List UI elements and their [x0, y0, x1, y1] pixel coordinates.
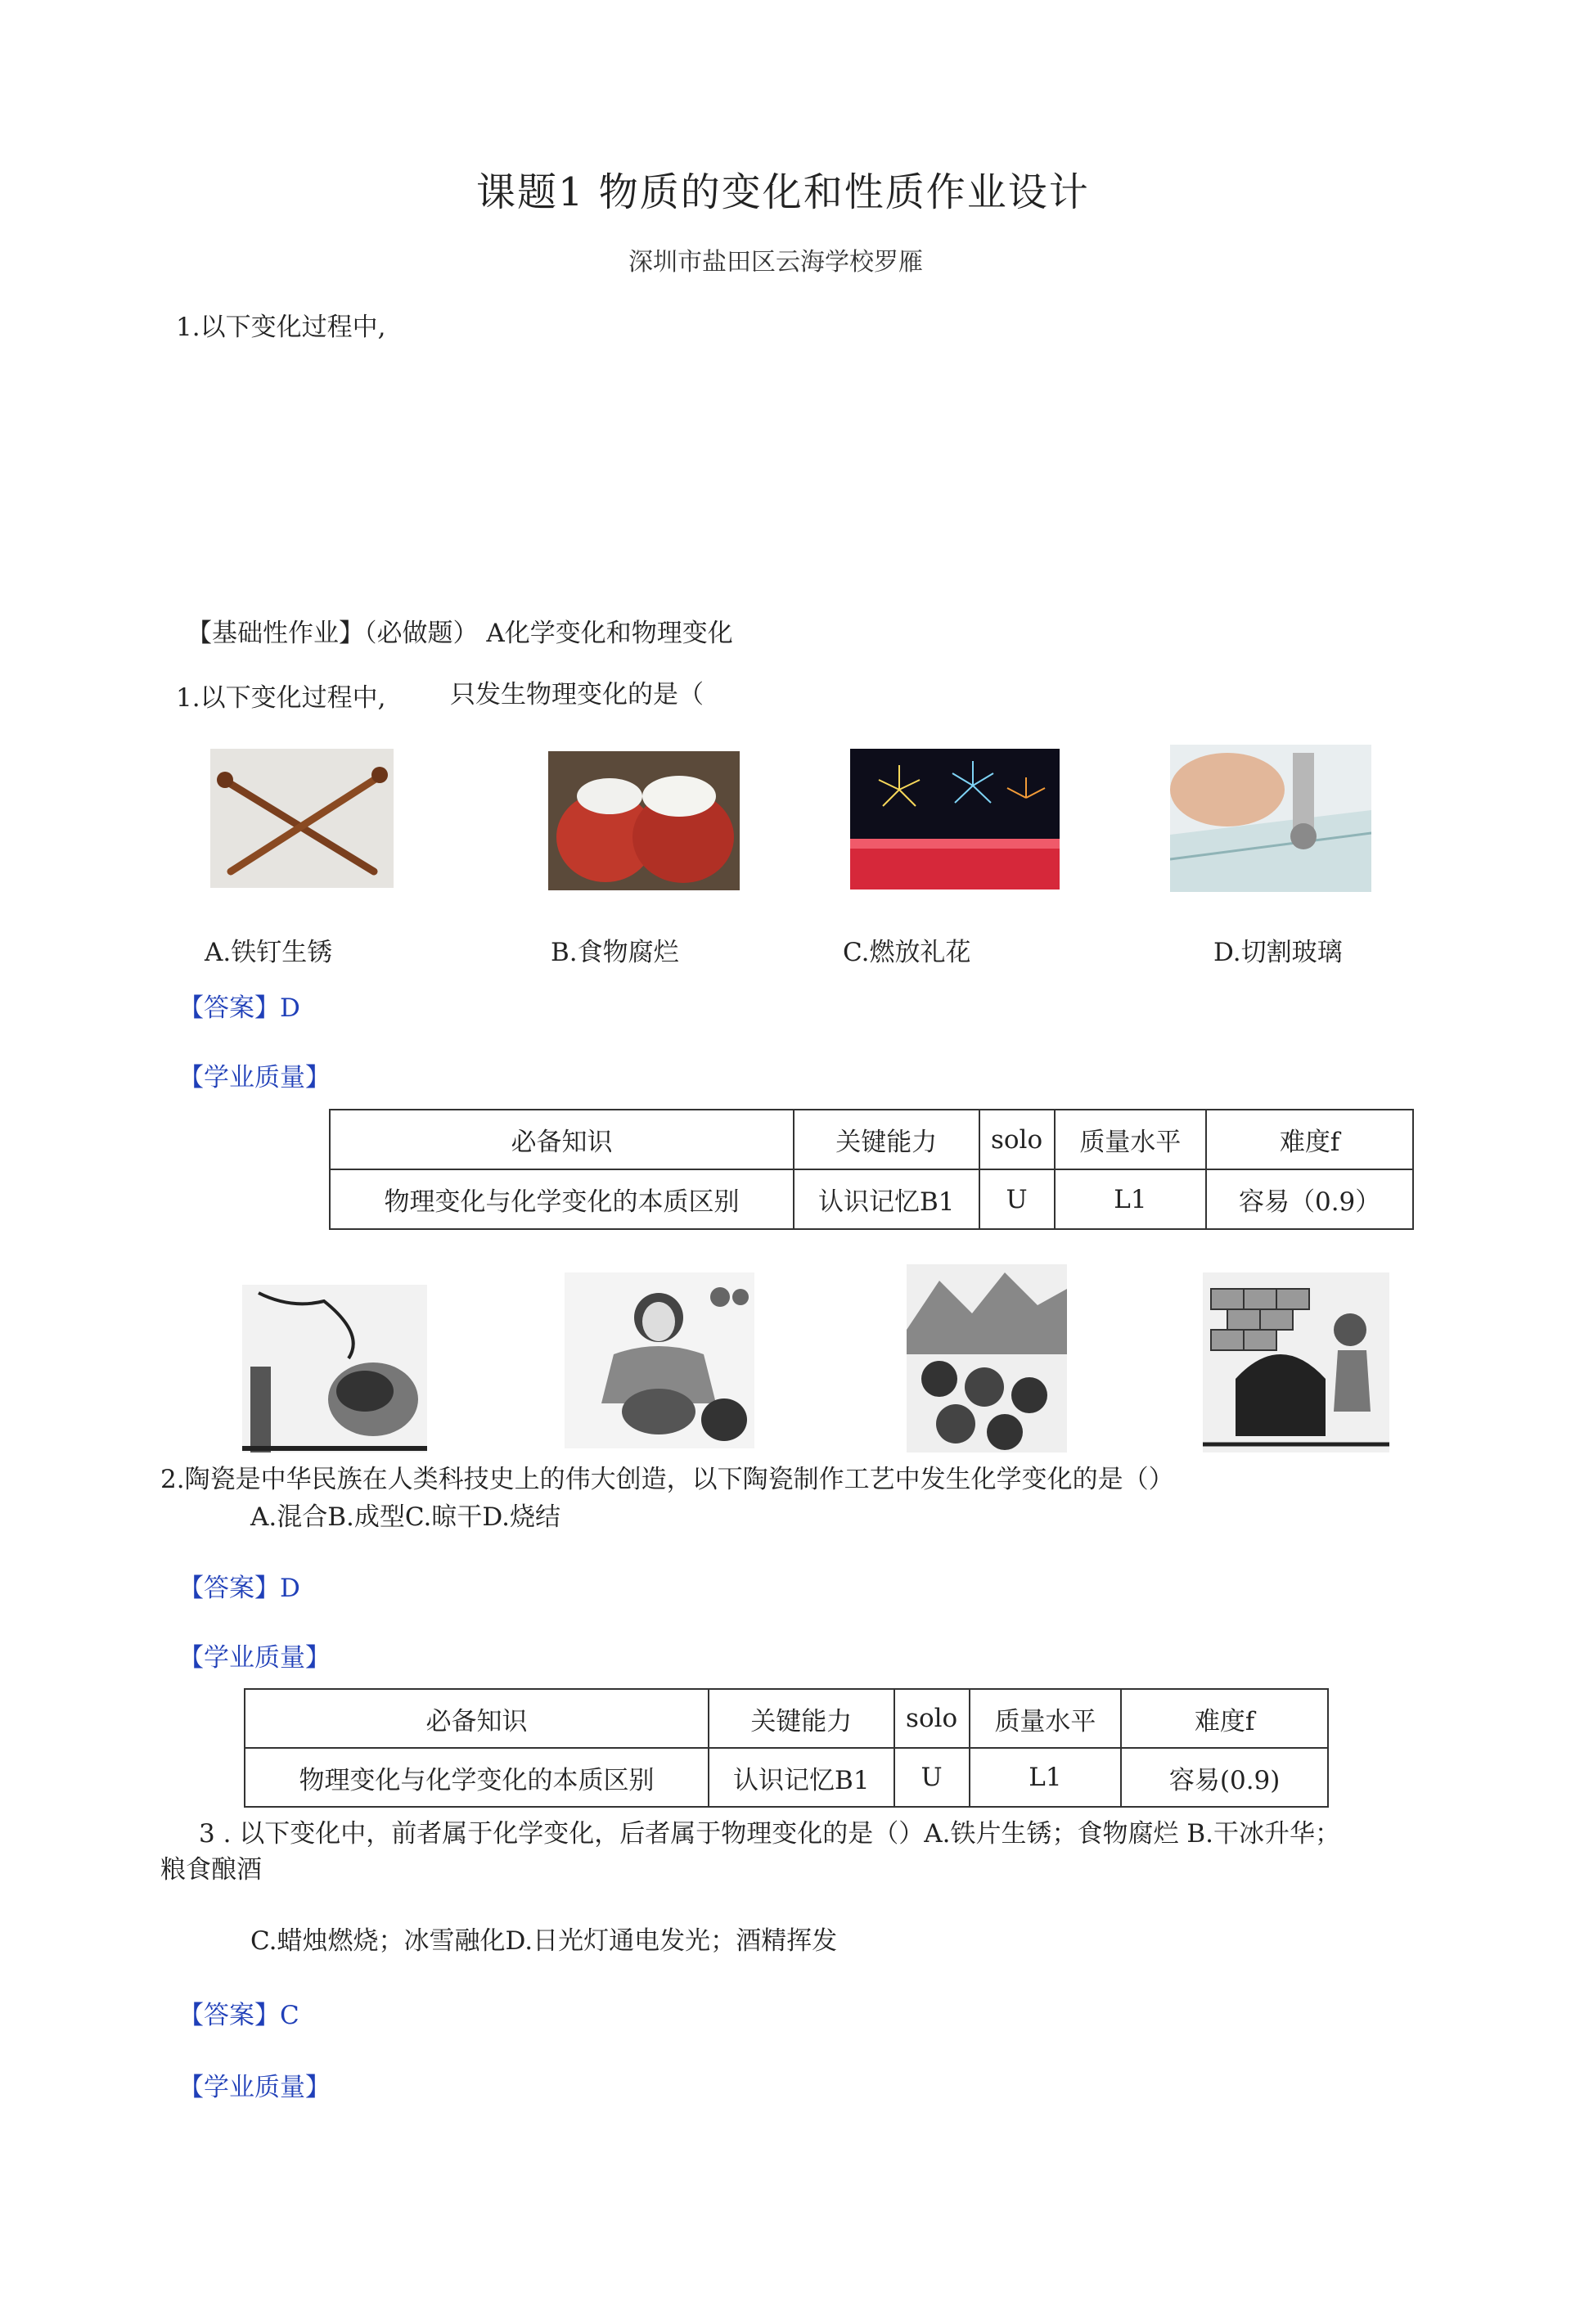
- table-cell-knowledge: 物理变化与化学变化的本质区别: [330, 1169, 794, 1229]
- author-line: 深圳市盐田区云海学校罗雁: [628, 248, 923, 277]
- table-cell-quality-level: L1: [1055, 1169, 1207, 1229]
- table-header-quality-level: 质量水平: [970, 1689, 1122, 1748]
- table-cell-ability: 认识记忆B1: [794, 1169, 979, 1229]
- q1-stem-number: 1.以下变化过程中,: [176, 683, 386, 713]
- q1-option-a: A.铁钉生锈: [205, 938, 333, 967]
- table-cell-solo: U: [894, 1748, 970, 1807]
- q1-option-d: D.切割玻璃: [1213, 938, 1343, 967]
- q2-quality-label: 【学业质量】: [178, 1643, 331, 1673]
- q1-option-b: B.食物腐烂: [551, 938, 679, 967]
- table-cell-difficulty: 容易(0.9): [1121, 1748, 1328, 1807]
- q2-quality-table: [244, 1688, 1329, 1808]
- table-cell-difficulty: 容易（0.9）: [1206, 1169, 1413, 1229]
- q3-stem-line2: 粮食酿酒: [160, 1855, 262, 1885]
- table-header-ability: 关键能力: [709, 1689, 894, 1748]
- page-title: 课题1 物质的变化和性质作业设计: [476, 169, 1090, 215]
- q3-quality-label: 【学业质量】: [178, 2073, 331, 2102]
- table-cell-solo: U: [979, 1169, 1055, 1229]
- intro-question-line: 1.以下变化过程中,: [176, 313, 386, 342]
- glass-cutting-image: [1170, 745, 1371, 892]
- table-header-difficulty: 难度f: [1206, 1110, 1413, 1169]
- q1-stem-text: 只发生物理变化的是（: [450, 680, 704, 709]
- table-header-difficulty: 难度f: [1121, 1689, 1328, 1748]
- table-cell-ability: 认识记忆B1: [709, 1748, 894, 1807]
- rusty-nails-image: [210, 749, 394, 888]
- q2-stem: 2.陶瓷是中华民族在人类科技史上的伟大创造，以下陶瓷制作工艺中发生化学变化的是（）: [160, 1465, 1174, 1494]
- fireworks-image: [850, 749, 1060, 890]
- table-cell-quality-level: L1: [970, 1748, 1122, 1807]
- table-cell-knowledge: 物理变化与化学变化的本质区别: [245, 1748, 709, 1807]
- table-header-solo: solo: [979, 1110, 1055, 1169]
- rotten-food-image: [548, 751, 740, 890]
- pottery-drying-image: [907, 1264, 1067, 1452]
- q1-answer: 【答案】D: [178, 993, 300, 1023]
- q3-answer: 【答案】C: [178, 2001, 299, 2030]
- kiln-firing-image: [1203, 1272, 1389, 1452]
- table-header-knowledge: 必备知识: [330, 1110, 794, 1169]
- q3-options: C.蜡烛燃烧；冰雪融化D.日光灯通电发光；酒精挥发: [250, 1926, 838, 1956]
- table-header-quality-level: 质量水平: [1055, 1110, 1207, 1169]
- clay-mixing-image: [242, 1285, 427, 1452]
- table-header-knowledge: 必备知识: [245, 1689, 709, 1748]
- q3-stem-line1: 3 . 以下变化中，前者属于化学变化，后者属于物理变化的是（）A.铁片生锈；食物腐烂 B.干冰升华；: [199, 1819, 1341, 1849]
- q1-quality-table: [329, 1109, 1414, 1230]
- q2-options: A.混合B.成型C.晾干D.烧结: [250, 1502, 560, 1532]
- table-header-ability: 关键能力: [794, 1110, 979, 1169]
- q1-option-c: C.燃放礼花: [843, 938, 971, 967]
- q2-answer: 【答案】D: [178, 1574, 300, 1603]
- pottery-shaping-image: [565, 1272, 754, 1448]
- table-header-solo: solo: [894, 1689, 970, 1748]
- q1-quality-label: 【学业质量】: [178, 1063, 331, 1092]
- section-heading: 【基础性作业】（必做题） A化学变化和物理变化: [187, 619, 733, 648]
